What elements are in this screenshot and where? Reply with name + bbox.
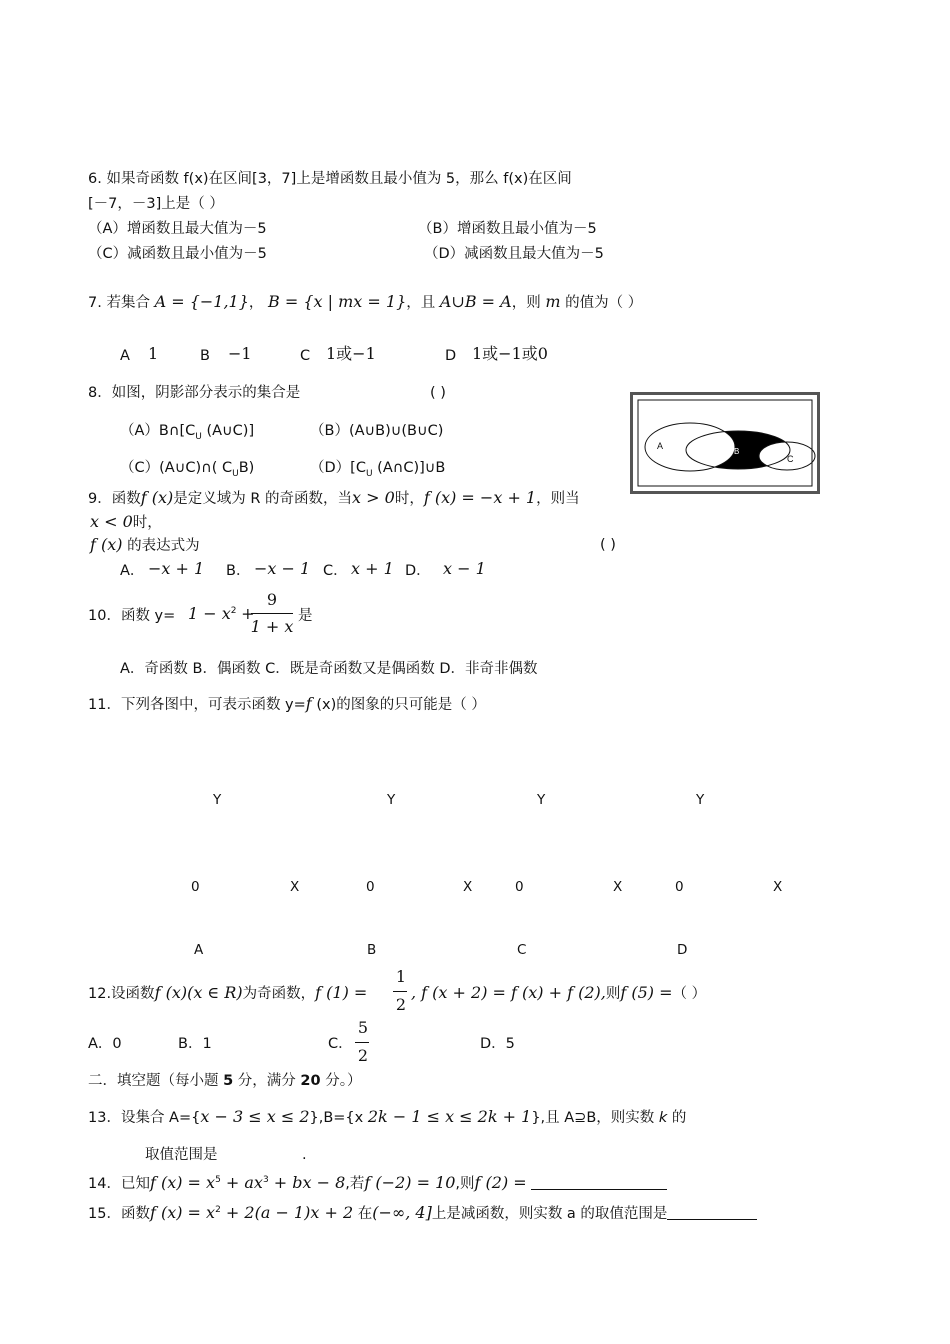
graph-c-x-label: X xyxy=(613,879,623,895)
q6-stem-line1: 6. 如果奇函数 f(x)在区间[3，7]上是增函数且最小值为 5，那么 f(x)在区间 xyxy=(88,171,572,187)
q14-text-2: ,若 xyxy=(345,1176,365,1192)
q7-option-d-value: 1或−1或0 xyxy=(472,344,548,363)
q13-set-b: 2k − 1 ≤ x ≤ 2k + 1 xyxy=(367,1107,532,1126)
q8-stem: 8．如图，阴影部分表示的集合是 xyxy=(88,385,301,401)
q15-text-2: 在 xyxy=(357,1206,373,1222)
section-2-points: 5 xyxy=(223,1073,234,1089)
q9-option-b-label: B． xyxy=(226,563,251,579)
q9-func-1: f (x) xyxy=(140,488,174,507)
q9-option-a-value: −x + 1 xyxy=(148,559,205,578)
q7-option-a-label: A xyxy=(120,348,130,364)
graph-a-y-label: Y xyxy=(213,792,222,808)
q7-variable: m xyxy=(545,292,561,311)
q10-fraction-denominator: 1 + x xyxy=(250,617,294,636)
q12-half-numerator: 1 xyxy=(395,967,407,986)
q10-fraction-bar xyxy=(251,613,293,614)
q7-set-a: A = {−1,1} xyxy=(154,292,249,311)
venn-label-c: C xyxy=(787,454,794,464)
q10-fraction-numerator: 9 xyxy=(266,590,278,609)
q7-set-b: B = {x | mx = 1} xyxy=(268,292,407,311)
q15-answer-blank[interactable] xyxy=(667,1205,757,1220)
q7-comma: ， xyxy=(248,295,264,311)
q11-stem xyxy=(88,694,486,715)
q13-text-4: 的 xyxy=(671,1110,687,1126)
q15-stem xyxy=(88,1203,757,1226)
q9-option-c-value: x + 1 xyxy=(351,559,394,578)
q6-option-a: （A）增函数且最大值为－5 xyxy=(88,221,267,237)
q6-stem-line2: [－7，－3]上是（ ） xyxy=(88,196,224,212)
section-2-text-2: 分，满分 xyxy=(233,1073,301,1089)
q10-term1-exp: 2 xyxy=(230,606,237,616)
q6-option-d: （D）减函数且最大值为－5 xyxy=(424,246,604,262)
q9-expression: f (x) = −x + 1 xyxy=(423,488,537,507)
q12-text-3: 则 xyxy=(605,986,621,1002)
q12-text-1: 12.设函数 xyxy=(88,986,155,1002)
q9-option-d-value: x − 1 xyxy=(443,559,486,578)
q9-condition-2: x < 0 xyxy=(90,512,133,531)
q9-text-5: 时， xyxy=(132,515,162,531)
q8-option-d-sub: U xyxy=(365,469,373,479)
q12-option-a: A．0 xyxy=(88,1036,122,1052)
q10-plus: + xyxy=(241,604,255,623)
q8-answer-paren: ( ) xyxy=(430,385,446,401)
graph-c-y-label: Y xyxy=(537,792,546,808)
graph-d-y-label: Y xyxy=(696,792,705,808)
q14-term-3: + bx − 8 xyxy=(268,1173,346,1192)
q8-option-d xyxy=(310,458,445,480)
q10-term1 xyxy=(188,604,255,627)
q13-stem xyxy=(88,1107,686,1128)
q15-text-3: 上是减函数，则实数 a 的取值范围是 xyxy=(431,1206,668,1222)
q9-condition-1: x > 0 xyxy=(352,488,395,507)
q9-text-2: 是定义域为 R 的奇函数，当 xyxy=(173,491,353,507)
q11-text-1: 11．下列各图中，可表示函数 y= xyxy=(88,697,306,713)
q7-option-c-value: 1或−1 xyxy=(326,344,376,363)
q9-text-4: ，则当 xyxy=(536,491,580,507)
q9-text-6: 的表达式为 xyxy=(127,538,200,554)
q9-text-3: 时， xyxy=(394,491,424,507)
q15-exp-2: 2 xyxy=(215,1205,221,1215)
graph-c-origin-label: 0 xyxy=(515,879,524,895)
graph-b-x-label: X xyxy=(463,879,473,895)
q13-text-2: },B={x xyxy=(309,1110,368,1126)
q10-term1-base: 1 − x xyxy=(188,604,231,623)
q8-option-a xyxy=(120,421,254,443)
q12-relation: , f (x + 2) = f (x) + f (2), xyxy=(411,983,606,1002)
q8-option-a-text: （A）B∩[C xyxy=(120,423,196,439)
q7-stem xyxy=(88,292,642,313)
q8-option-c-text: （C）(A∪C)∩( C xyxy=(120,460,233,476)
q14-exp-5: 5 xyxy=(215,1175,221,1185)
q7-option-d-label: D xyxy=(445,348,457,364)
q12-option-d: D．5 xyxy=(480,1036,515,1052)
graph-c-caption: C xyxy=(517,942,527,958)
q8-option-d-tail: (A∩C)]∪B xyxy=(372,460,446,476)
graph-a-x-label: X xyxy=(290,879,300,895)
q7-tail: ，则 xyxy=(511,295,541,311)
graph-b-y-label: Y xyxy=(387,792,396,808)
q13-set-a: x − 3 ≤ x ≤ 2 xyxy=(200,1107,310,1126)
q12-func: f (x)(x ∈ R) xyxy=(154,983,243,1002)
graph-d-x-label: X xyxy=(773,879,783,895)
q14-term-2: + ax xyxy=(220,1173,263,1192)
q7-option-b-label: B xyxy=(200,348,210,364)
q9-func-2: f (x) xyxy=(90,535,123,554)
q9-stem-line2 xyxy=(90,512,162,533)
q10-options: A．奇函数 B．偶函数 C．既是奇函数又是偶函数 D．非奇非偶数 xyxy=(120,661,538,677)
q12-option-c-bar xyxy=(355,1042,369,1043)
q9-option-b-value: −x − 1 xyxy=(254,559,311,578)
venn-diagram xyxy=(630,392,820,494)
q12-half-denominator: 2 xyxy=(395,995,407,1014)
q13-text-3: },且 A⊇B，则实数 xyxy=(531,1110,655,1126)
q15-interval: (−∞, 4] xyxy=(372,1203,432,1222)
q8-option-c xyxy=(120,458,254,480)
q14-condition: f (−2) = 10 xyxy=(364,1173,456,1192)
q8-option-b: （B）(A∪B)∪(B∪C) xyxy=(310,423,444,439)
q14-ask: f (2) = xyxy=(474,1173,527,1192)
section-2-text-1: 二．填空题（每小题 xyxy=(88,1073,224,1089)
q9-option-c-label: C． xyxy=(323,563,348,579)
q8-option-a-sub: U xyxy=(195,432,202,442)
q7-mid: ，且 xyxy=(406,295,436,311)
q12-option-c-denominator: 2 xyxy=(357,1046,369,1065)
q8-option-a-tail: (A∪C)] xyxy=(201,423,255,439)
q14-text-3: ,则 xyxy=(455,1176,475,1192)
q14-exp-3: 3 xyxy=(262,1175,269,1185)
q13-period: . xyxy=(302,1147,307,1163)
q12-half-bar xyxy=(393,991,407,992)
q7-condition: A∪B = A xyxy=(439,292,512,311)
q12-text-2: 为奇函数， xyxy=(242,986,316,1002)
graph-a-caption: A xyxy=(194,942,204,958)
q9-text-1: 9．函数 xyxy=(88,491,141,507)
q14-stem xyxy=(88,1173,667,1196)
q9-stem-line3 xyxy=(90,535,200,556)
q10-prefix: 10．函数 y= xyxy=(88,608,176,624)
q8-option-c-sub: U xyxy=(232,469,239,479)
q12-option-c-label: C． xyxy=(328,1036,353,1052)
q14-answer-blank[interactable] xyxy=(531,1175,667,1190)
graph-a-origin-label: 0 xyxy=(191,879,200,895)
graph-d-caption: D xyxy=(677,942,688,958)
venn-label-a: A xyxy=(657,441,664,451)
q12-stem-right xyxy=(411,983,706,1004)
q7-end: 的值为（ ） xyxy=(565,295,643,311)
q12-option-c-numerator: 5 xyxy=(357,1018,369,1037)
graph-b-origin-label: 0 xyxy=(366,879,375,895)
q11-func: f xyxy=(305,694,312,713)
q12-answer-paren: （ ） xyxy=(672,986,707,1002)
q9-option-d-label: D． xyxy=(405,563,431,579)
q15-text-1: 15．函数 xyxy=(88,1206,150,1222)
q14-text-1: 14．已知 xyxy=(88,1176,150,1192)
q12-f5: f (5) = xyxy=(620,983,673,1002)
section-2-total: 20 xyxy=(300,1073,321,1089)
q9-option-a-label: A． xyxy=(120,563,145,579)
q13-line2: 取值范围是 xyxy=(145,1147,218,1163)
venn-label-b: B xyxy=(734,447,740,456)
q13-k: k xyxy=(658,1110,668,1126)
q15-term-2: + 2(a − 1)x + 2 xyxy=(220,1203,354,1222)
q9-answer-paren: ( ) xyxy=(600,537,616,553)
q7-option-c-label: C xyxy=(300,348,311,364)
q14-expression: f (x) = x xyxy=(149,1173,216,1192)
q7-prefix: 7. 若集合 xyxy=(88,295,150,311)
q12-f1: f (1) = xyxy=(315,983,368,1002)
section-2-heading xyxy=(88,1071,361,1091)
q12-option-b: B．1 xyxy=(178,1036,212,1052)
q15-expression: f (x) = x xyxy=(149,1203,216,1222)
graph-d-origin-label: 0 xyxy=(675,879,684,895)
section-2-text-3: 分。） xyxy=(320,1073,362,1089)
q9-stem-line1 xyxy=(88,488,580,509)
q11-text-2: (x)的图象的只可能是（ ） xyxy=(311,697,486,713)
q7-option-a-value: 1 xyxy=(148,344,159,363)
q7-option-b-value: −1 xyxy=(228,344,252,363)
q6-option-c: （C）减函数且最小值为－5 xyxy=(88,246,267,262)
graph-b-caption: B xyxy=(367,942,377,958)
q8-option-d-text: （D）[C xyxy=(310,460,366,476)
q13-text-1: 13．设集合 A={ xyxy=(88,1110,201,1126)
q12-stem-left xyxy=(88,983,367,1004)
q6-option-b: （B）增函数且最小值为－5 xyxy=(418,221,597,237)
q10-suffix: 是 xyxy=(298,608,313,624)
q8-option-c-tail: B) xyxy=(238,460,255,476)
